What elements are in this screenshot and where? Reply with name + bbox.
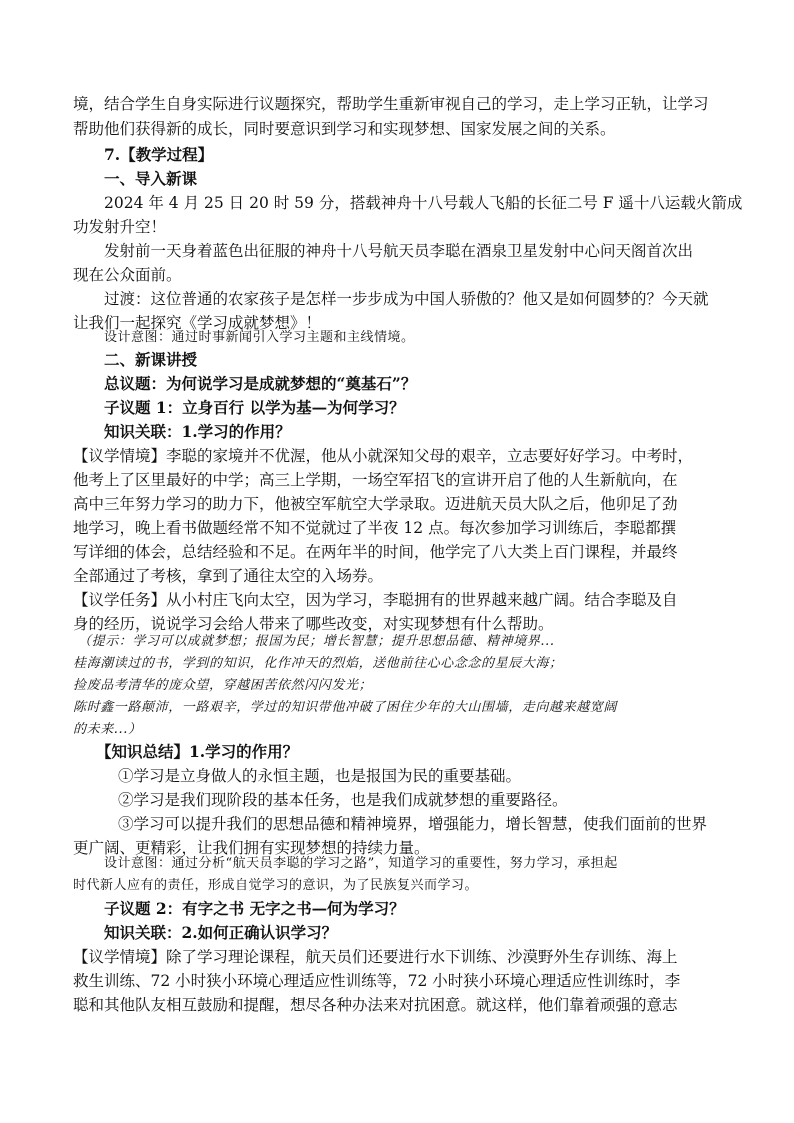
- paragraph-line: 【议学任务】从小村庄飞向太空，因为学习，李聪拥有的世界越来越广阔。结合李聪及自: [73, 591, 678, 609]
- paragraph-line: 让我们一起探究《学习成就梦想》！: [73, 314, 322, 332]
- paragraph-line: 2024 年 4 月 25 日 20 时 59 分，搭载神舟十八号载人飞船的长征二号 F 遥十八运载火箭成: [104, 194, 743, 212]
- paragraph-line: 【议学情境】李聪的家境并不优渥，他从小就深知父母的艰辛，立志要好好学习。中考时，: [73, 447, 694, 465]
- hint-line: 桂海潮读过的书，学到的知识，化作冲天的烈焰，送他前往心心念念的星辰大海；: [73, 656, 563, 671]
- intro-line-2: 帮助他们获得新的成长，同时要意识到学习和实现梦想、国家发展之间的关系。: [73, 120, 616, 138]
- subtopic-1-heading: 子议题 1：立身百行 以学为基—为何学习？: [104, 398, 405, 417]
- main-topic-heading: 总议题：为何说学习是成就梦想的“奠基石”？: [104, 374, 417, 393]
- hint-line: （提示：学习可以成就梦想；报国为民；增长智慧；提升思想品德、精神境界...: [78, 634, 555, 649]
- paragraph-line: 功发射升空！: [73, 218, 167, 236]
- summary-point-2: ②学习是我们现阶段的基本任务，也是我们成就梦想的重要路径。: [118, 791, 568, 809]
- paragraph-line: 全部通过了考核，拿到了通往太空的入场券。: [73, 567, 384, 585]
- hint-line: 陈时鑫一路颠沛，一路艰辛，学过的知识带他冲破了困住少年的大山围墙，走向越来越宽阔: [73, 700, 618, 715]
- knowledge-link-1: 知识关联：1.学习的作用？: [104, 422, 291, 441]
- paragraph-line: 高中三年努力学习的助力下，他被空军航空大学录取。迈进航天员大队之后，他卯足了劲: [73, 495, 678, 513]
- paragraph-line: 写详细的体会，总结经验和不足。在两年半的时间，他学完了八大类上百门课程，并最终: [73, 543, 678, 561]
- paragraph-line: 身的经历，说说学习会给人带来了哪些改变，对实现梦想有什么帮助。: [73, 615, 554, 633]
- heading-new-lesson: 二、新课讲授: [104, 350, 198, 369]
- paragraph-line: 发射前一天身着蓝色出征服的神舟十八号航天员李聪在酒泉卫星发射中心问天阁首次出: [104, 242, 694, 260]
- paragraph-line: 他考上了区里最好的中学；高三上学期，一场空军招飞的宣讲开启了他的人生新航向，在: [73, 471, 678, 489]
- hint-line: 捡废品考清华的庞众望，穿越困苦依然闪闪发光；: [73, 678, 373, 693]
- paragraph-line: 地学习，晚上看书做题经常不知不觉就过了半夜 12 点。每次参加学习训练后，李聪都撰: [73, 519, 677, 537]
- design-intent-line: 设计意图：通过分析“航天员李聪的学习之路”，知道学习的重要性，努力学习，承担起: [104, 856, 618, 871]
- hint-line: 的未来...）: [73, 722, 142, 737]
- summary-point-3: ③学习可以提升我们的思想品德和精神境界，增强能力，增长智慧，使我们面前的世界: [118, 815, 708, 833]
- section-heading-teaching-process: 7.【教学过程】: [104, 145, 214, 164]
- knowledge-summary-heading: 【知识总结】1.学习的作用？: [96, 742, 299, 761]
- heading-introduction: 一、导入新课: [104, 169, 198, 188]
- knowledge-link-2: 知识关联：2.如何正确认识学习？: [104, 923, 338, 942]
- summary-point-1: ①学习是立身做人的永恒主题，也是报国为民的重要基础。: [118, 767, 522, 785]
- paragraph-line: 现在公众面前。: [73, 266, 182, 284]
- paragraph-line: 过渡：这位普通的农家孩子是怎样一步步成为中国人骄傲的？他又是如何圆梦的？今天就: [104, 290, 709, 308]
- subtopic-2-heading: 子议题 2：有字之书 无字之书—何为学习？: [104, 899, 405, 918]
- design-intent-line: 时代新人应有的责任，形成自觉学习的意识，为了民族复兴而学习。: [73, 878, 479, 893]
- paragraph-line: 更广阔、更精彩，让我们拥有实现梦想的持续力量。: [73, 839, 430, 857]
- intro-line-1: 境，结合学生自身实际进行议题探究，帮助学生重新审视自己的学习，走上学习正轨，让学习: [73, 95, 709, 113]
- paragraph-line: 聪和其他队友相互鼓励和提醒，想尽各种办法来对抗困意。就这样，他们靠着顽强的意志: [73, 996, 678, 1014]
- design-intent-line: 设计意图：通过时事新闻引入学习主题和主线情境。: [104, 330, 415, 345]
- paragraph-line: 【议学情境】除了学习理论课程，航天员们还要进行水下训练、沙漠野外生存训练、海上: [73, 948, 678, 966]
- paragraph-line: 救生训练、72 小时狭小环境心理适应性训练等，72 小时狭小环境心理适应性训练时，李: [73, 972, 681, 990]
